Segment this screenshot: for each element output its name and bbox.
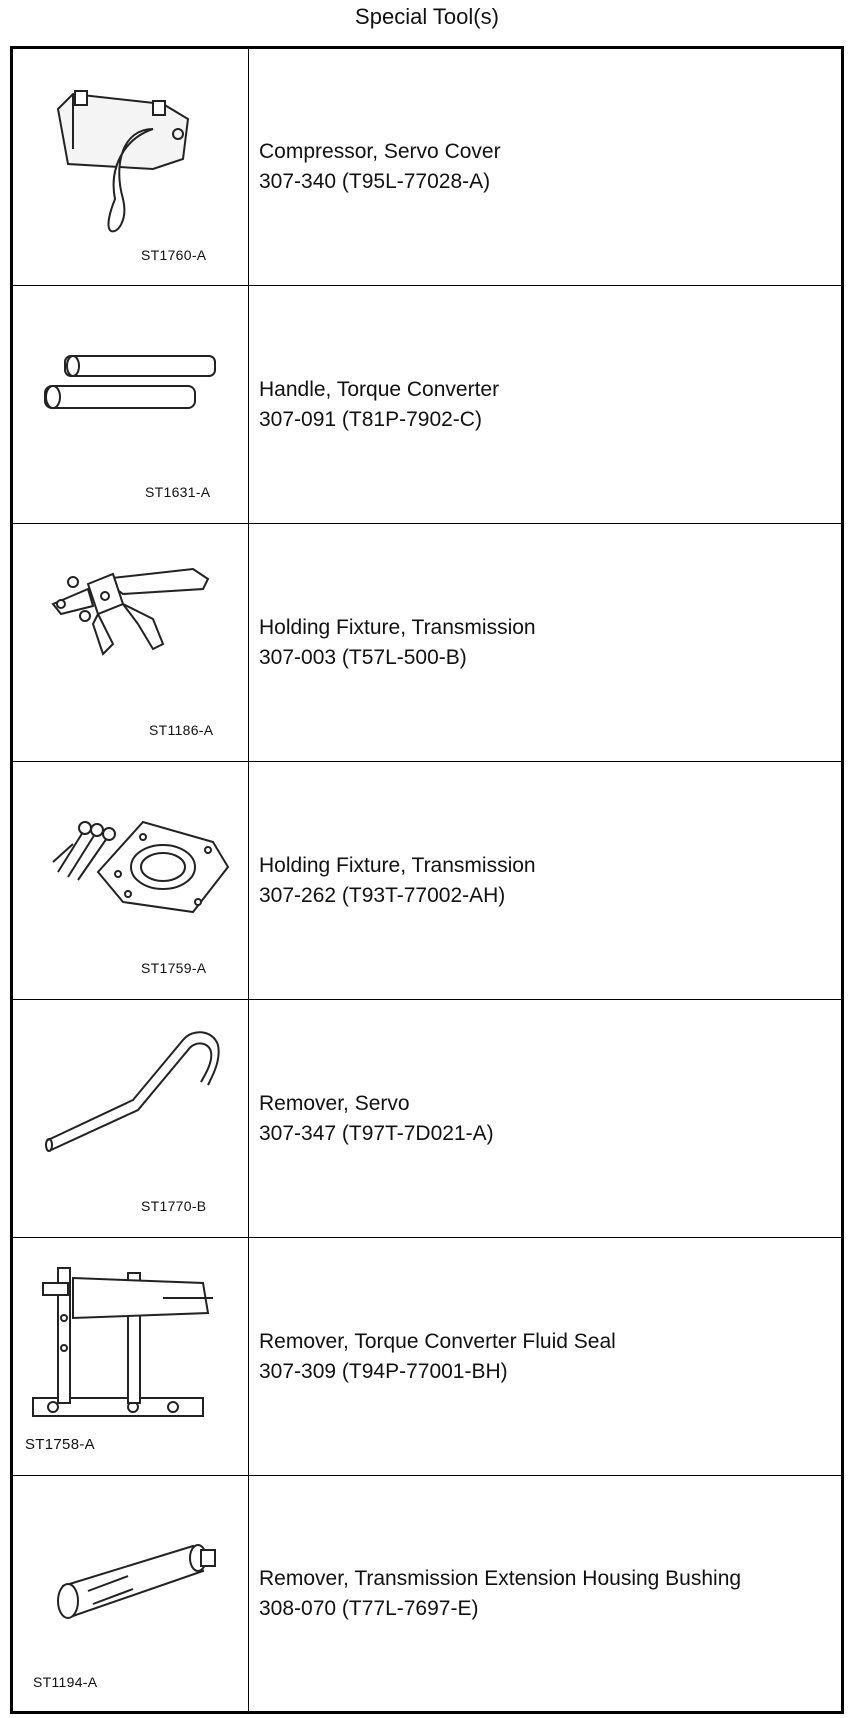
servo-remover-icon [13, 1000, 248, 1230]
tool-number: 307-262 (T93T-77002-AH) [259, 883, 506, 907]
tool-image-cell [13, 1476, 249, 1711]
table-row [13, 524, 841, 762]
table-row [13, 1000, 841, 1238]
seal-remover-icon [13, 1238, 248, 1468]
tool-name: Remover, Transmission Extension Housing Bushing [259, 1566, 742, 1590]
tool-code: ST1631-A [145, 484, 211, 500]
tool-code: ST1770-B [141, 1198, 207, 1214]
tool-number: 307-091 (T81P-7902-C) [259, 407, 482, 431]
table-row [13, 1238, 841, 1476]
special-tools-table [10, 46, 844, 1714]
bushing-remover-icon [13, 1476, 248, 1706]
tool-name: Compressor, Servo Cover [259, 140, 501, 163]
tool-code: ST1759-A [141, 960, 207, 976]
tool-number: 307-347 (T97T-7D021-A) [259, 1121, 494, 1145]
tool-name: Holding Fixture, Transmission [259, 615, 536, 639]
tool-number: 307-309 (T94P-77001-BH) [259, 1359, 508, 1383]
table-row [13, 1476, 841, 1711]
tool-code: ST1186-A [149, 722, 214, 738]
tool-number: 307-003 (T57L-500-B) [259, 645, 467, 669]
servo-cover-compressor-icon [13, 49, 248, 279]
tool-number: 307-340 (T95L-77028-A) [259, 170, 491, 193]
tool-name: Remover, Servo [259, 1091, 410, 1115]
tool-name: Remover, Torque Converter Fluid Seal [259, 1329, 616, 1353]
tool-description [259, 137, 501, 197]
tool-image-cell [13, 286, 249, 523]
tool-description [259, 851, 536, 911]
tool-number: 308-070 (T77L-7697-E) [259, 1596, 479, 1620]
tool-code: ST1760-A [141, 247, 207, 263]
tool-code: ST1758-A [25, 1436, 95, 1453]
table-row [13, 762, 841, 1000]
transmission-holding-plate-icon [13, 762, 248, 992]
torque-converter-handle-icon [13, 286, 248, 516]
tool-image-cell [13, 1238, 249, 1475]
tool-image-cell [13, 49, 249, 285]
page-title: Special Tool(s) [355, 4, 499, 29]
tool-description [259, 1327, 616, 1387]
tool-image-cell [13, 762, 249, 999]
tool-image-cell [13, 524, 249, 761]
tool-description [259, 1564, 741, 1624]
tool-code: ST1194-A [33, 1674, 98, 1690]
transmission-holding-fixture-icon [13, 524, 248, 754]
table-row [13, 49, 841, 286]
tool-name: Handle, Torque Converter [259, 377, 500, 401]
tool-name: Holding Fixture, Transmission [259, 853, 536, 877]
tool-description [259, 613, 536, 673]
tool-description [259, 1089, 494, 1149]
table-row [13, 286, 841, 524]
tool-description [259, 375, 499, 435]
tool-image-cell [13, 1000, 249, 1237]
